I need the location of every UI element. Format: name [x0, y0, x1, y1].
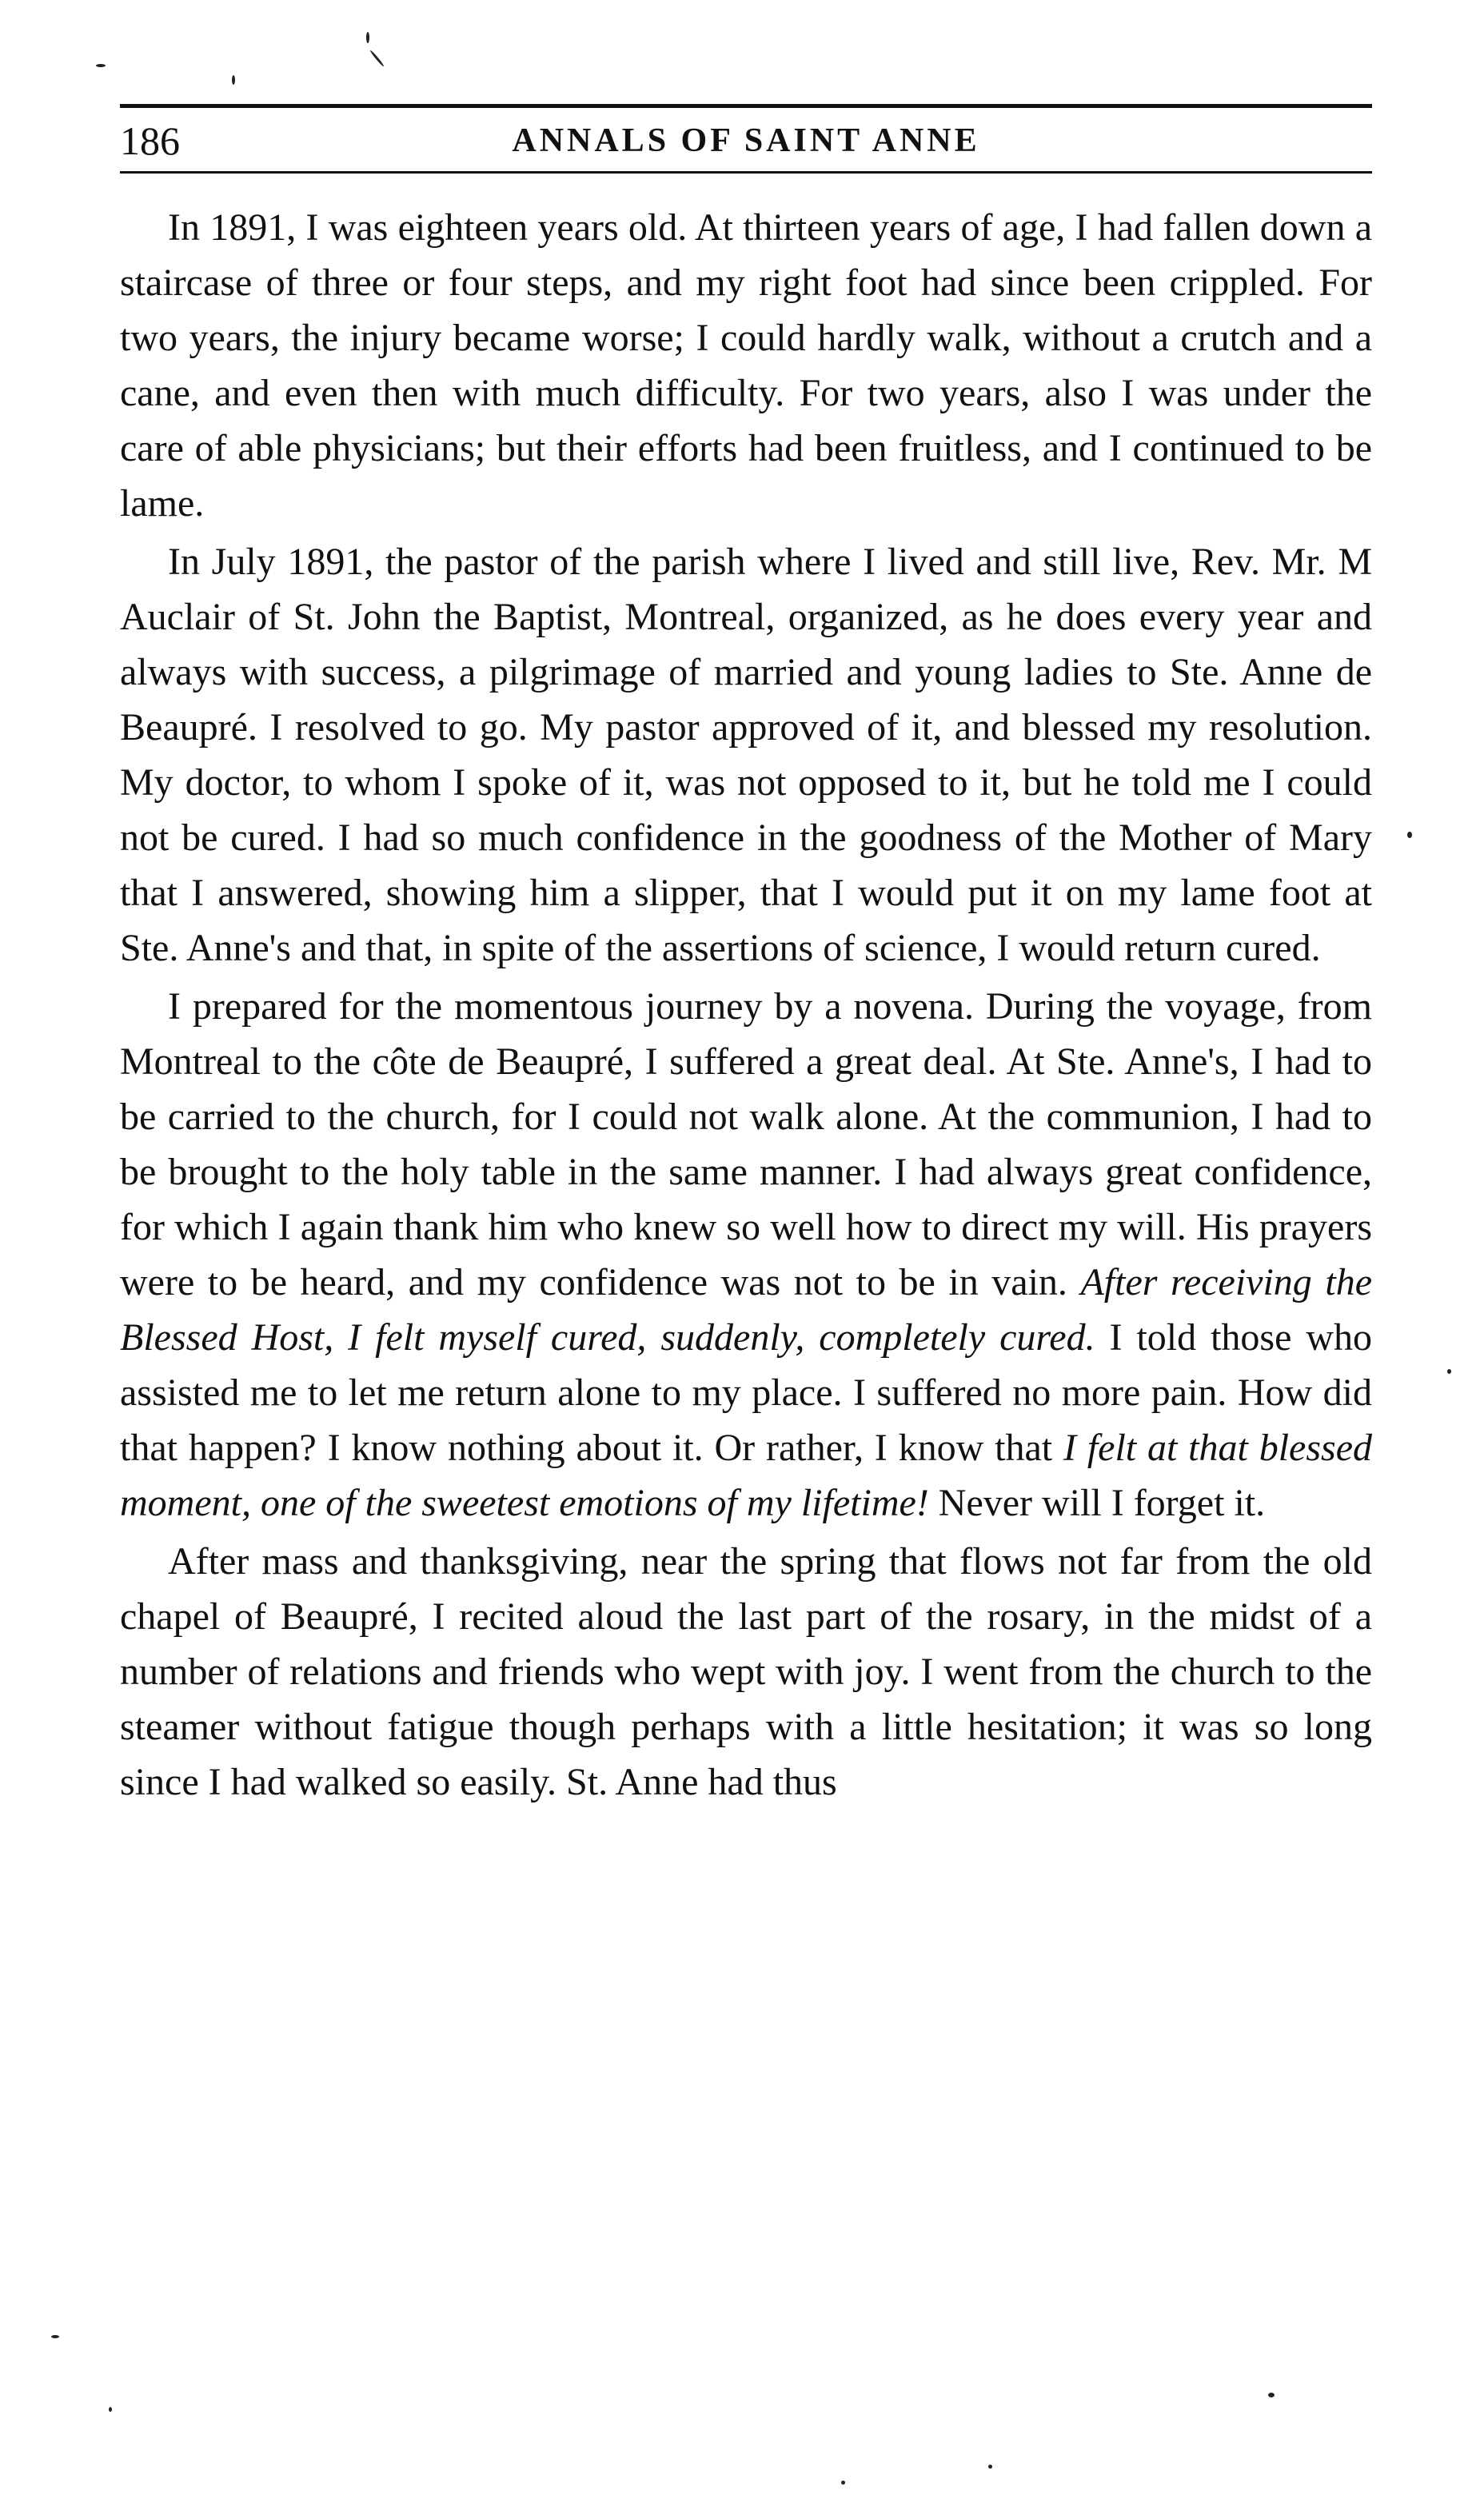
scan-speck [1447, 1369, 1451, 1374]
scan-speck [96, 64, 106, 67]
scan-speck [51, 2335, 59, 2338]
text-segment: I prepared for the momentous journey by a novena. During the voyage, from Montreal to the côte de Beaupré, I suffered a great deal. At Ste. Anne's, I had to be carried to the church, for I could not walk alone. At the communion, I had to be brought to the holy table in the same manner. I had always great confidence, for which I again thank him who knew so well how to direct my will. His prayers were to be heard, and my confidence was not to be in vain. [120, 985, 1372, 1303]
scan-speck [1407, 832, 1412, 838]
paragraph [120, 979, 1372, 1531]
scan-speck [366, 32, 369, 43]
text-segment: In July 1891, the pastor of the parish where I lived and still live, Rev. Mr. M Auclair of St. John the Baptist, Montreal, organized, as he does every year and always with success, a pilgrimage of married and young ladies to Ste. Anne de Beaupré. I resolved to go. My pastor approved of it, and blessed my resolution. My doctor, to whom I spoke of it, was not opposed to it, but he told me I could not be cured. I had so much confidence in the goodness of the Mother of Mary that I answered, showing him a slipper, that I would put it on my lame foot at Ste. Anne's and that, in spite of the assertions of science, I would return cured. [120, 541, 1372, 969]
running-head [120, 117, 1372, 165]
paragraph [120, 534, 1372, 976]
page-number: 186 [120, 118, 180, 163]
scan-speck [988, 2465, 992, 2469]
paragraph [120, 200, 1372, 531]
scan-speck [109, 2407, 112, 2412]
header-bottom-rule [120, 171, 1372, 174]
paragraph [120, 1534, 1372, 1810]
text-segment: Never will I forget it. [928, 1482, 1266, 1524]
scan-speck [841, 2481, 845, 2485]
book-page [120, 0, 1372, 2495]
text-segment: After mass and thanksgiving, near the spring that flows not far from the old chapel of Beaupré, I recited aloud the last part of the rosary, in the midst of a number of relations and friends who wept with joy. I went from the church to the steamer without fatigue though perhaps with a little hesitation; it was so long since I had walked so easily. St. Anne had thus [120, 1540, 1372, 1803]
scan-speck [1268, 2393, 1275, 2397]
body-text [120, 200, 1372, 1810]
italic-text-segment: I felt at that blessed moment, one of the sweetest emotions of my lifetime! [120, 1427, 1372, 1524]
running-title: ANNALS OF SAINT ANNE [512, 122, 980, 159]
text-segment: In 1891, I was eighteen years old. At thirteen years of age, I had fallen down a staircase of three or four steps, and my right foot had since been crippled. For two years, the injury became worse; I could hardly walk, without a crutch and a cane, and even then with much difficulty. For two years, also I was under the care of able physicians; but their efforts had been fruitless, and I continued to be lame. [120, 206, 1372, 525]
header-top-rule [120, 104, 1372, 108]
text-segment: I told those who assisted me to let me return alone to my place. I suffered no more pain. How did that happen? I know nothing about it. Or rather, I know that [120, 1316, 1372, 1469]
italic-text-segment: After receiving the Blessed Host, I felt myself cured, suddenly, completely cured. [120, 1261, 1372, 1359]
scan-speck [232, 75, 235, 85]
